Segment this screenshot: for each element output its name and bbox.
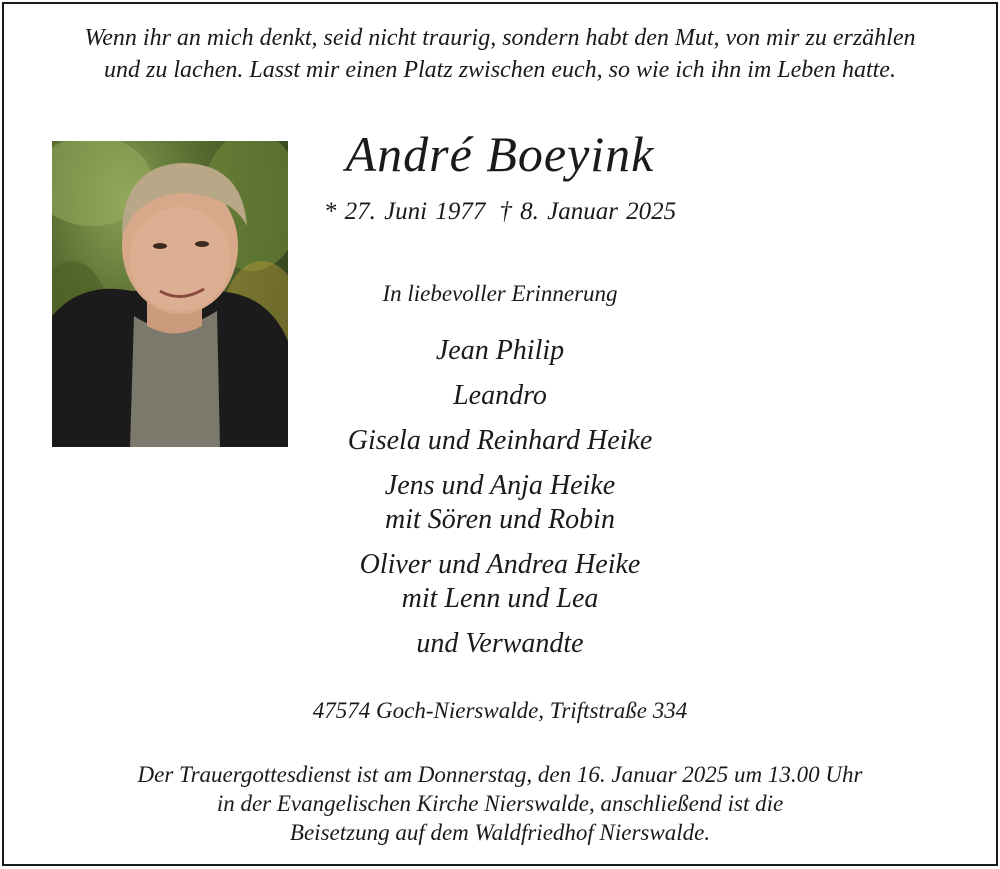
poem-line: und zu lachen. Lasst mir einen Platz zwischen euch, so wie ich ihn im Leben hatte. <box>104 57 896 83</box>
mourner-line: mit Sören und Robin <box>385 504 615 535</box>
mourner-line: mit Lenn und Lea <box>401 583 599 614</box>
mourner-line: Gisela und Reinhard Heike <box>347 425 653 456</box>
mourner-group <box>0 334 1000 368</box>
mourner-group <box>0 379 1000 413</box>
memory-line: In liebevoller Erinnerung <box>382 281 618 306</box>
family-address: 47574 Goch-Nierswalde, Triftstraße 334 <box>312 698 688 723</box>
mourner-group <box>0 548 1000 616</box>
mourners-list <box>0 334 1000 672</box>
service-line: in der Evangelischen Kirche Nierswalde, anschließend ist die <box>216 791 784 816</box>
birth-date: * 27. Juni 1977 <box>323 198 486 225</box>
mourner-line: und Verwandte <box>416 628 584 659</box>
death-date: † 8. Januar 2025 <box>499 198 677 225</box>
memorial-poem <box>0 22 1000 86</box>
service-line: Beisetzung auf dem Waldfriedhof Nierswalde. <box>289 820 711 845</box>
mourner-group <box>0 627 1000 661</box>
deceased-name: André Boeyink <box>345 126 655 182</box>
poem-line: Wenn ihr an mich denkt, seid nicht traurig, sondern habt den Mut, von mir zu erzählen <box>84 25 916 51</box>
mourner-line: Oliver und Andrea Heike <box>359 549 641 580</box>
mourner-line: Jean Philip <box>435 335 565 366</box>
life-dates <box>0 197 1000 227</box>
mourner-line: Jens und Anja Heike <box>384 470 616 501</box>
service-line: Der Trauergottesdienst ist am Donnerstag, den 16. Januar 2025 um 13.00 Uhr <box>137 762 863 787</box>
mourner-group <box>0 424 1000 458</box>
funeral-service-info <box>0 760 1000 847</box>
mourner-line: Leandro <box>453 380 547 411</box>
mourner-group <box>0 469 1000 537</box>
